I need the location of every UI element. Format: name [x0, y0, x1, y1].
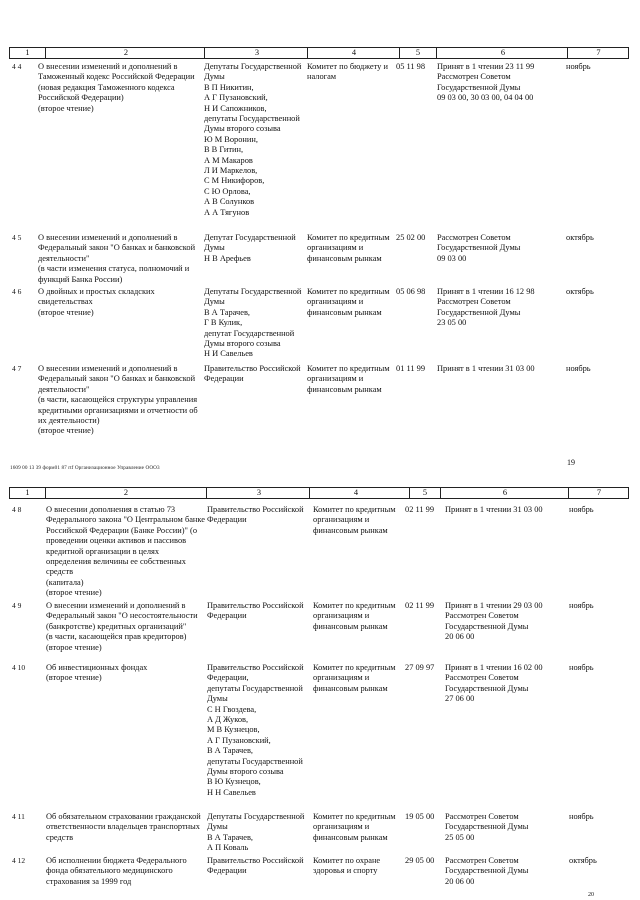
bill-authors: Депутаты Государственной Думы В А Тарачев, А П Коваль: [207, 812, 305, 853]
table-header-2: [9, 487, 629, 499]
header-col-6: 6: [502, 488, 508, 497]
bill-committee: Комитет по кредитным организациям и финансовым рынкам: [313, 812, 396, 842]
bill-title: Об обязательном страховании гражданской ответственности владельцев транспортных средств: [46, 812, 201, 842]
bill-date: 27 09 97: [405, 663, 435, 672]
row-number: 4 4: [12, 62, 22, 71]
bill-status: Принят в 1 чтении 31 03 00: [445, 505, 543, 514]
bill-authors: Депутаты Государственной Думы В А Тарачев, Г В Кулик, депутат Государственной Думы второго созыва Н И Савельев: [204, 287, 302, 359]
bill-title: О двойных и простых складских свидетельствах (второе чтение): [38, 287, 155, 317]
bill-title: Об исполнении бюджета Федерального фонда обязательного медицинского страхования за 1999 год: [46, 856, 187, 886]
bill-month: ноябрь: [566, 364, 591, 373]
bill-authors: Депутаты Государственной Думы В П Никитин, А Г Пузановский, Н И Сапожников, депутаты Государственной Думы второго созыва Ю М Воронин, В В Гитин, А М Макаров Л И Маркелов, С М Никифоров, С Ю Орлова, А В Солунков А А Тягунов: [204, 62, 302, 217]
bill-date: 25 02 00: [396, 233, 426, 242]
bill-committee: Комитет по кредитным организациям и финансовым рынкам: [313, 601, 396, 631]
bill-authors: Правительство Российской Федерации, депутаты Государственной Думы С Н Гвоздева, А Д Жуков, М В Кузнецов, А Г Пузановский, В А Тарачев, депутаты Государственной Думы второго созыва В Ю Кузнецов, Н Н Савельев: [207, 663, 304, 797]
bill-committee: Комитет по охране здоровья и спорту: [313, 856, 381, 876]
bill-authors: Депутат Государственной Думы Н В Арефьев: [204, 233, 296, 263]
table-header-1: [9, 47, 629, 59]
row-number: 4 10: [12, 663, 26, 672]
bill-status: Рассмотрен Советом Государственной Думы 20 06 00: [445, 856, 529, 886]
row-number: 4 8: [12, 505, 22, 514]
header-col-5: 5: [415, 48, 421, 57]
row-number: 4 6: [12, 287, 22, 296]
page-footer: 1609 00 13 39 форм01 87 rtf Организационное Управление ООО3: [10, 465, 160, 471]
bill-authors: Правительство Российской Федерации: [207, 856, 304, 876]
bill-title: О внесении изменений и дополнений в Федеральный закон "О несостоятельности (банкротстве) кредитных организаций" (в части, касающейся прав кредиторов) (второе чтение): [46, 601, 198, 652]
bill-title: О внесении изменений и дополнений в Федеральный закон "О банках и банковской деятельности" (в части, касающейся структуры управления кредитными организациями и отчетности об их деятельности) (второе чтение): [38, 364, 198, 436]
bill-date: 19 05 00: [405, 812, 435, 821]
bill-date: 02 11 99: [405, 505, 435, 514]
header-col-4: 4: [353, 488, 359, 497]
header-col-5: 5: [422, 488, 428, 497]
bill-status: Принят в 1 чтении 23 11 99 Рассмотрен Советом Государственной Думы 09 03 00, 30 03 00, 04 04 00: [437, 62, 535, 103]
bill-authors: Правительство Российской Федерации: [207, 505, 304, 525]
bill-status: Рассмотрен Советом Государственной Думы 25 05 00: [445, 812, 529, 842]
bill-authors: Правительство Российской Федерации: [207, 601, 304, 621]
bill-committee: Комитет по кредитным организациям и финансовым рынкам: [313, 663, 396, 693]
bill-date: 01 11 99: [396, 364, 426, 373]
header-col-1: 1: [25, 48, 30, 57]
bill-month: ноябрь: [569, 601, 594, 610]
bill-month: ноябрь: [569, 505, 594, 514]
bill-committee: Комитет по бюджету и налогам: [307, 62, 388, 82]
bill-month: ноябрь: [566, 62, 591, 71]
page-number: 19: [567, 458, 575, 467]
header-col-1: 1: [25, 488, 30, 497]
row-number: 4 9: [12, 601, 22, 610]
bill-month: октябрь: [566, 233, 594, 242]
bill-status: Принят в 1 чтении 16 12 98 Рассмотрен Советом Государственной Думы 23 05 00: [437, 287, 535, 328]
bill-committee: Комитет по кредитным организациям и финансовым рынкам: [307, 233, 390, 263]
bill-status: Принят в 1 чтении 29 03 00 Рассмотрен Советом Государственной Думы 20 06 00: [445, 601, 543, 642]
bill-committee: Комитет по кредитным организациям и финансовым рынкам: [313, 505, 396, 535]
page-number: 20: [588, 892, 594, 898]
header-col-6: 6: [500, 48, 506, 57]
bill-title: О внесении изменений и дополнений в Таможенный кодекс Российской Федерации (новая редакция Таможенного кодекса Российской Федерации) (второе чтение): [38, 62, 195, 113]
header-col-2: 2: [123, 48, 129, 57]
header-col-3: 3: [256, 488, 262, 497]
header-col-3: 3: [254, 48, 260, 57]
bill-committee: Комитет по кредитным организациям и финансовым рынкам: [307, 364, 390, 394]
row-number: 4 11: [12, 812, 25, 821]
row-number: 4 5: [12, 233, 22, 242]
header-col-7: 7: [596, 48, 601, 57]
bill-date: 29 05 00: [405, 856, 435, 865]
bill-month: октябрь: [566, 287, 594, 296]
bill-month: ноябрь: [569, 663, 594, 672]
bill-date: 02 11 99: [405, 601, 435, 610]
bill-status: Рассмотрен Советом Государственной Думы 09 03 00: [437, 233, 521, 263]
bill-committee: Комитет по кредитным организациям и финансовым рынкам: [307, 287, 390, 317]
header-col-2: 2: [123, 488, 129, 497]
bill-month: октябрь: [569, 856, 597, 865]
row-number: 4 7: [12, 364, 22, 373]
header-col-7: 7: [596, 488, 602, 497]
bill-authors: Правительство Российской Федерации: [204, 364, 301, 384]
bill-title: О внесении дополнения в статью 73 Федерального закона "О Центральном банке Российской Федерации (Банке России)" (о проведении оценки активов и пассивов кредитной организации в целях определения величины ее собственных средств (капитала) (второе чтение): [46, 505, 205, 598]
bill-date: 05 11 98: [396, 62, 426, 71]
bill-status: Принят в 1 чтении 16 02 00 Рассмотрен Советом Государственной Думы 27 06 00: [445, 663, 543, 704]
bill-title: Об инвестиционных фондах (второе чтение): [46, 663, 148, 683]
bill-month: ноябрь: [569, 812, 594, 821]
row-number: 4 12: [12, 856, 26, 865]
bill-title: О внесении изменений и дополнений в Федеральный закон "О банках и банковской деятельности" (в части изменения статуса, полномочий и функций Банка России): [38, 233, 196, 284]
header-col-4: 4: [351, 48, 357, 57]
bill-date: 05 06 98: [396, 287, 426, 296]
bill-status: Принят в 1 чтении 31 03 00: [437, 364, 535, 373]
